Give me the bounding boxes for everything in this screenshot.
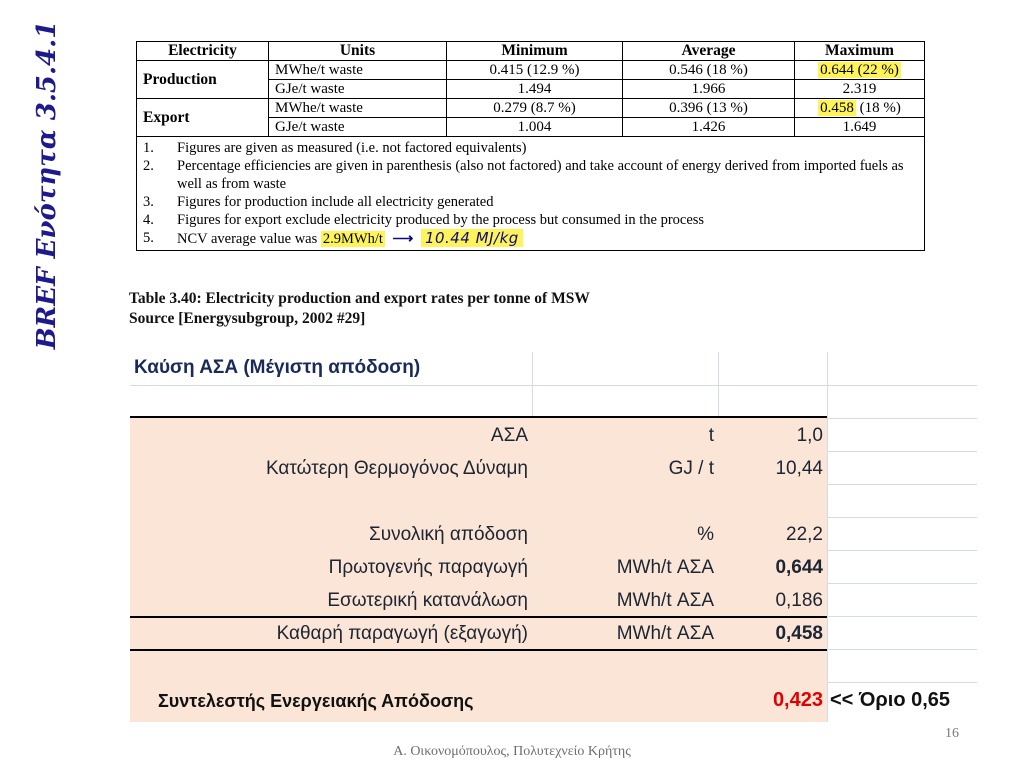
table-row (137, 99, 925, 118)
header-electricity: Electricity (137, 42, 269, 61)
row-unit: MWh/t ΑΣΑ (616, 623, 714, 644)
grid-line (827, 550, 977, 551)
header-average: Average (623, 42, 795, 61)
note-item (143, 157, 918, 193)
note-number: 2. (143, 158, 154, 174)
row-unit: % (697, 524, 714, 545)
note5-text: NCV average value was (177, 231, 318, 247)
avg-cell: 1.426 (623, 118, 795, 137)
table-caption (129, 289, 829, 329)
max-cell: 1.649 (795, 118, 925, 137)
grid-line (827, 649, 977, 650)
coefficient-value: 0,423 (772, 689, 823, 711)
notes-cell (137, 137, 925, 251)
ncv-highlight: 2.9MWh/t (322, 231, 383, 247)
grid-line (827, 385, 977, 386)
grid-line (827, 352, 828, 722)
header-units: Units (269, 42, 447, 61)
handwritten-annotation: 10.44 MJ/kg (421, 229, 523, 247)
max-rest: (18 %) (855, 100, 901, 116)
avg-cell: 1.966 (623, 80, 795, 99)
caption-line-1: Table 3.40: Electricity production and export rates per tonne of MSW (129, 290, 590, 307)
max-cell (795, 61, 925, 80)
coefficient-label: Συντελεστής Ενεργειακής Απόδοσης (158, 691, 474, 711)
note-item (143, 139, 918, 157)
note-item (143, 193, 918, 211)
row-value: 0,644 (775, 557, 823, 578)
rule-line (130, 416, 827, 418)
row-unit: GJ / t (668, 458, 714, 479)
grid-line (827, 616, 977, 617)
footer-author: Α. Οικονομόπουλος, Πολυτεχνείο Κρήτης (393, 744, 631, 759)
row-value: 0,458 (775, 623, 823, 644)
sheet-title: Καύση ΑΣΑ (Μέγιστη απόδοση) (134, 357, 421, 378)
table-row (137, 61, 925, 80)
row-value: 10,44 (775, 458, 823, 479)
grid-line (827, 418, 977, 419)
electricity-table (136, 41, 925, 251)
caption-line-2: Source [Energysubgroup, 2002 #29] (129, 310, 366, 327)
header-maximum: Maximum (795, 42, 925, 61)
spreadsheet-block (130, 352, 980, 722)
grid-line (827, 451, 977, 452)
grid-line (130, 385, 827, 386)
highlighted-value: 0.458 (820, 100, 854, 116)
highlighted-value: 0.644 (22 %) (820, 62, 899, 78)
row-label: ΑΣΑ (490, 425, 528, 446)
max-cell: 2.319 (795, 80, 925, 99)
row-unit: MWh/t ΑΣΑ (616, 557, 714, 578)
grid-line (827, 583, 977, 584)
note-number: 3. (143, 194, 154, 210)
production-label: Production (137, 61, 269, 99)
header-minimum: Minimum (447, 42, 623, 61)
export-label: Export (137, 99, 269, 137)
grid-line (827, 484, 977, 485)
unit-cell: GJe/t waste (269, 80, 447, 99)
unit-cell: GJe/t waste (269, 118, 447, 137)
row-label: Κατώτερη Θερμογόνος Δύναμη (265, 458, 528, 479)
note-number: 4. (143, 212, 154, 228)
avg-cell: 0.546 (18 %) (623, 61, 795, 80)
row-label: Εσωτερική κατανάλωση (327, 590, 528, 611)
rule-line (130, 649, 827, 651)
arrow-icon: ⟶ (392, 231, 414, 247)
min-cell: 1.494 (447, 80, 623, 99)
row-value: 22,2 (786, 524, 823, 545)
note-text: Percentage efficiencies are given in parenthesis (also not factored) and take account of energy derived from imported fuels as well as from waste (177, 158, 904, 192)
notes-row (137, 137, 925, 251)
unit-cell: MWhe/t waste (269, 61, 447, 80)
min-cell: 1.004 (447, 118, 623, 137)
grid-line (827, 517, 977, 518)
table-header-row (137, 42, 925, 61)
note-number: 5. (143, 230, 154, 246)
grid-line (827, 682, 977, 683)
limit-text: << Όριο 0,65 (830, 689, 951, 711)
note-text (177, 229, 918, 248)
page-number: 16 (945, 726, 959, 741)
row-value: 1,0 (796, 425, 823, 446)
row-unit: MWh/t ΑΣΑ (616, 590, 714, 611)
row-unit: t (708, 425, 714, 446)
note-text: Figures for export exclude electricity produced by the process but consumed in the process (177, 212, 705, 228)
unit-cell: MWhe/t waste (269, 99, 447, 118)
min-cell: 0.279 (8.7 %) (447, 99, 623, 118)
row-value: 0,186 (775, 590, 823, 611)
row-label: Πρωτογενής παραγωγή (328, 557, 528, 578)
min-cell: 0.415 (12.9 %) (447, 61, 623, 80)
row-label: Συνολική απόδοση (368, 524, 528, 545)
side-title: BREF Ενότητα 3.5.4.1 (32, 20, 62, 350)
max-cell (795, 99, 925, 118)
rule-line (130, 616, 827, 618)
avg-cell: 0.396 (13 %) (623, 99, 795, 118)
note-item (143, 211, 918, 229)
note-number: 1. (143, 140, 154, 156)
note-text: Figures are given as measured (i.e. not factored equivalents) (177, 140, 527, 156)
note-text: Figures for production include all electricity generated (177, 194, 494, 210)
row-label: Καθαρή παραγωγή (εξαγωγή) (276, 623, 528, 644)
note-item (143, 229, 918, 248)
